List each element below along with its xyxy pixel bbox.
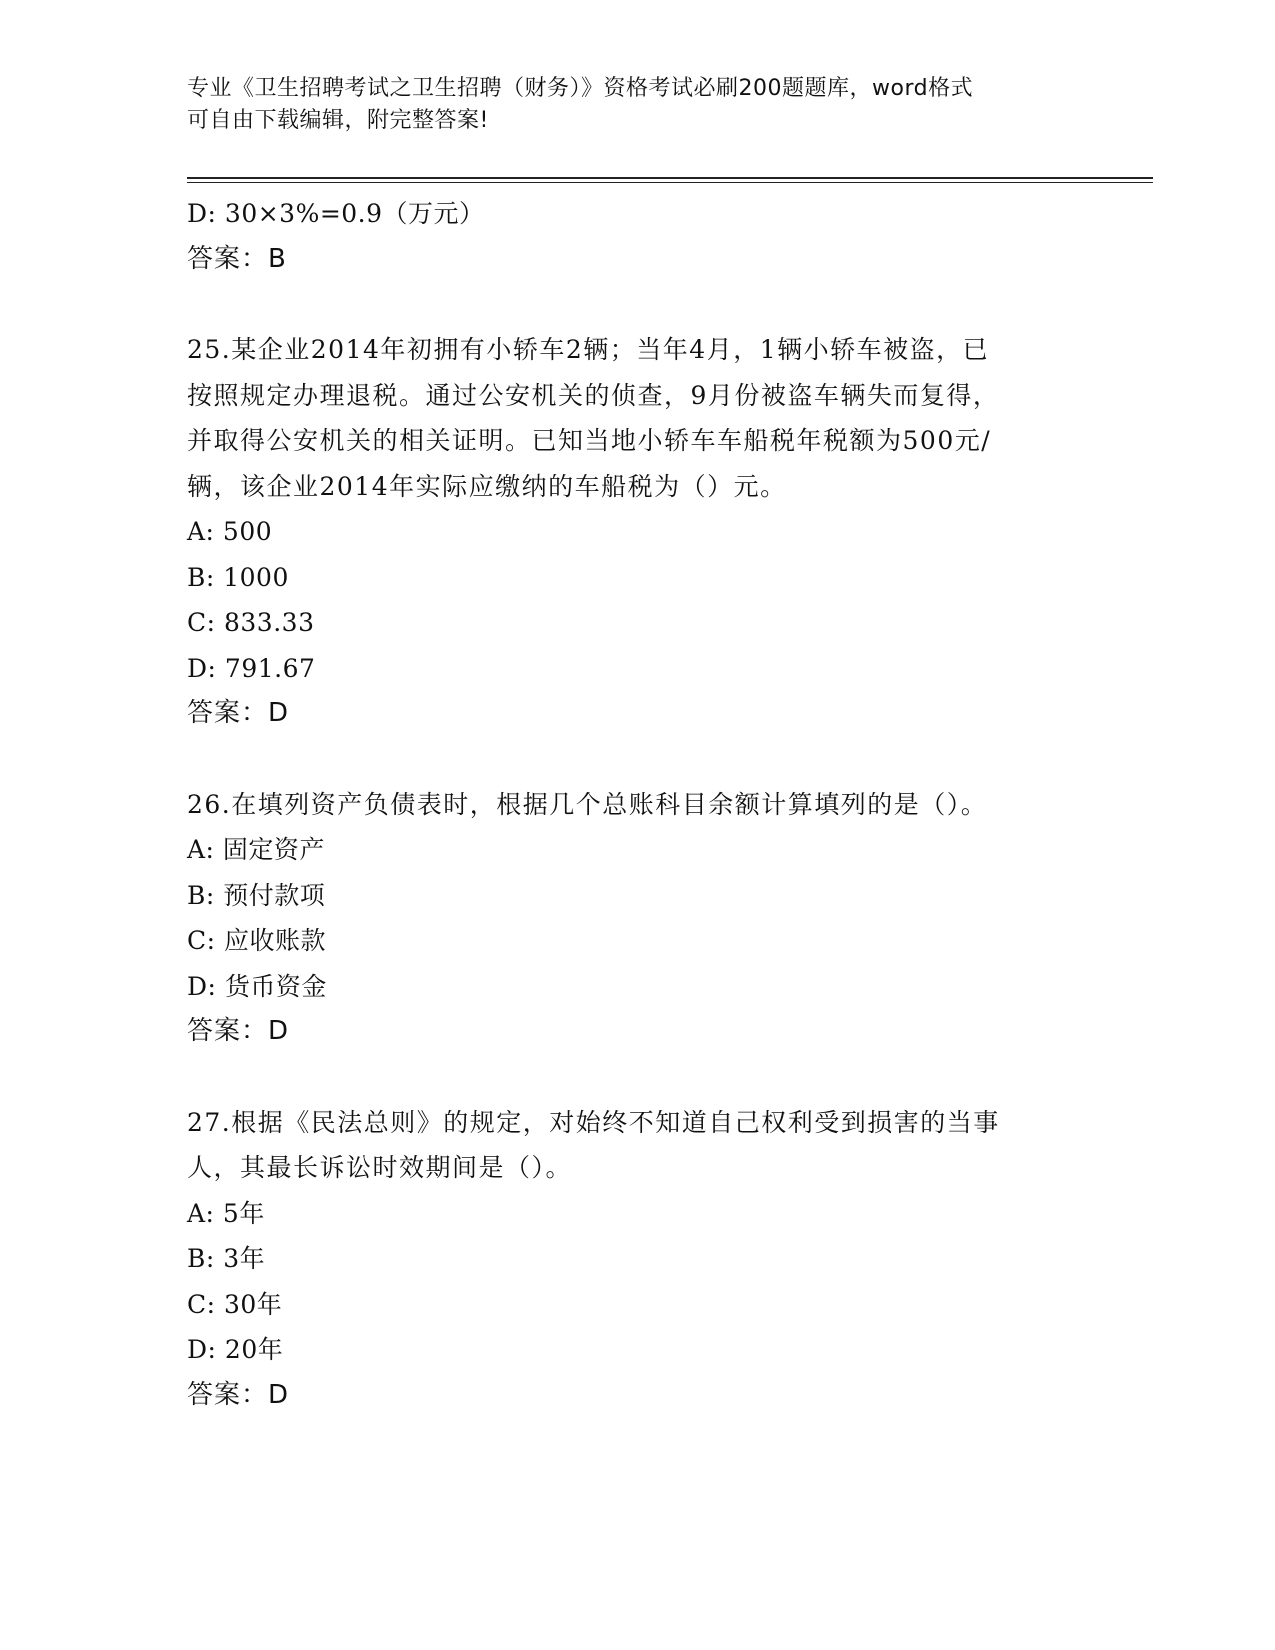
option-d: D: 30×3%=0.9（万元）: [187, 199, 485, 228]
answer: 答案：D: [187, 1016, 290, 1046]
option-b: B: 3年: [187, 1244, 266, 1273]
header-rule-thick: [187, 177, 1153, 179]
option-a: A: 500: [187, 517, 273, 546]
option-c: C: 30年: [187, 1289, 283, 1319]
question-stem-line: 人，其最长诉讼时效期间是（）。: [187, 1153, 573, 1182]
question-stem-line: 并取得公安机关的相关证明。已知当地小轿车车船税年税额为500元/: [187, 426, 992, 455]
option-d: D: 货币资金: [187, 971, 327, 1001]
document-header: [187, 73, 1087, 137]
question-27: [187, 1100, 1087, 1419]
option-b: B: 1000: [187, 562, 289, 592]
question-stem-line: 27.根据《民法总则》的规定，对始终不知道自己权利受到损害的当事: [187, 1107, 1000, 1137]
question-stem-line: 26.在填列资产负债表时，根据几个总账科目余额计算填列的是（）。: [187, 789, 988, 819]
answer: 答案：D: [187, 698, 290, 728]
option-d: D: 20年: [187, 1335, 284, 1364]
previous-question-tail: [187, 191, 1087, 282]
answer: 答案：D: [187, 1379, 290, 1410]
question-stem-line: 辆，该企业2014年实际应缴纳的车船税为（）元。: [187, 471, 787, 501]
option-d: D: 791.67: [187, 653, 316, 683]
option-a: A: 5年: [187, 1198, 265, 1228]
question-25: [187, 327, 1087, 737]
question-list: [187, 191, 1087, 1418]
option-c: C: 833.33: [187, 608, 315, 637]
option-a: A: 固定资产: [187, 835, 325, 864]
answer: 答案：B: [187, 243, 287, 274]
question-26: [187, 782, 1087, 1055]
question-stem-line: 按照规定办理退税。通过公安机关的侦查，9月份被盗车辆失而复得，: [187, 380, 1000, 410]
header-line-1: 专业《卫生招聘考试之卫生招聘（财务）》资格考试必刷200题题库，word格式: [187, 76, 974, 101]
option-c: C: 应收账款: [187, 926, 326, 955]
header-rule-thin: [187, 182, 1153, 183]
question-stem-line: 25.某企业2014年初拥有小轿车2辆；当年4月，1辆小轿车被盗，已: [187, 335, 990, 364]
header-line-2: 可自由下载编辑，附完整答案!: [187, 108, 489, 133]
option-b: B: 预付款项: [187, 880, 326, 910]
